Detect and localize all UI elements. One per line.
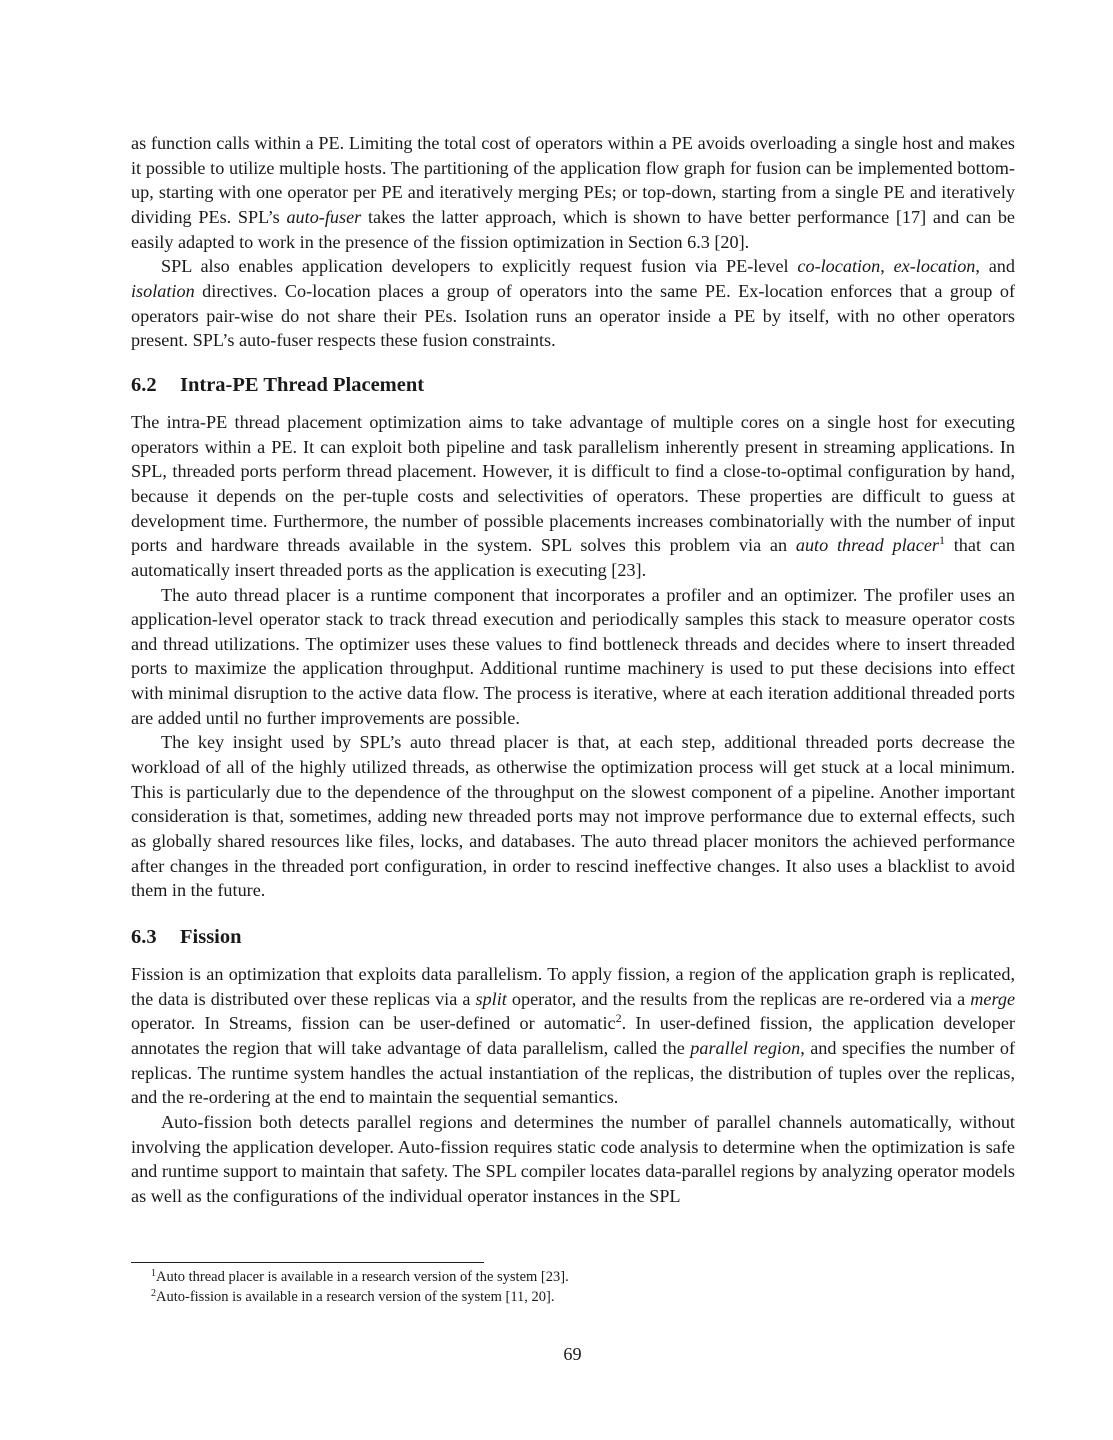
page-body [131,131,1015,1209]
term-parallel-region: parallel region [690,1038,801,1058]
paragraph-thread-placer-insight: The key insight used by SPL’s auto thread placer is that, at each step, additional threaded ports decrease the workload of all of the highly utilized threads, as otherwise the optimization process will get stuck at a local minimum. This is particularly due to the dependence of the throughput on the slowest component of a pipeline. Another important consideration is that, sometimes, adding new threaded ports may not improve performance due to external effects, such as globally shared resources like files, locks, and databases. The auto thread placer monitors the achieved performance after changes in the threaded port configuration, in order to rescind ineffective changes. It also uses a blacklist to avoid them in the future. [131,732,1015,901]
section-heading-6-2 [131,372,1015,398]
section-title: Fission [180,926,242,949]
paragraph-auto-fission: Auto-fission both detects parallel regions and determines the number of parallel channels automatically, without involving the application developer. Auto-fission requires static code analysis to determine when the optimization is safe and runtime support to maintain that safety. The SPL compiler locates data-parallel regions by analyzing operator models as well as the configurations of the individual operator instances in the SPL [131,1111,1015,1206]
paragraph-fusion-directives: SPL also enables application developers to explicitly request fusion via PE-level co-location, ex-location, and isolation directives. Co-location places a group of operators into the same PE. Ex-location enforces that a group of operators pair-wise do not share their PEs. Isolation runs an operator inside a PE by itself, with no other operators present. SPL’s auto-fuser respects these fusion constraints. [131,256,1015,351]
footnote-mark: 1 [151,1268,156,1279]
term-co-location: co-location [797,256,881,277]
footnote-ref-1[interactable]: 1 [938,533,945,548]
footnote-1 [131,1267,1015,1287]
paragraph-fusion-partitioning: as function calls within a PE. Limiting the total cost of operators within a PE avoids overloading a single host and makes it possible to utilize multiple hosts. The partitioning of the application flow graph for fusion can be implemented bottom-up, starting with one operator per PE and iteratively merging PEs; or top-down, starting from a single PE and iteratively dividing PEs. SPL’s auto-fuser takes the latter approach, which is shown to have better performance [17] and can be easily adapted to work in the presence of the fission optimization in Section 6.3 [20]. [131,133,1016,252]
footnote-text: Auto thread placer is available in a research version of the system [23]. [156,1269,569,1285]
section-title: Intra-PE Thread Placement [180,373,425,396]
footnote-text: Auto-fission is available in a research version of the system [11, 20]. [156,1289,555,1305]
section-number: 6.3 [131,926,157,949]
paragraph-thread-placer-runtime: The auto thread placer is a runtime component that incorporates a profiler and an optimizer. The profiler uses an application-level operator stack to track thread execution and periodically samples this stack to measure operator costs and thread utilizations. The optimizer uses these values to find bottleneck threads and decides where to insert threaded ports to maximize the application throughput. Additional runtime machinery is used to put these decisions into effect with minimal disruption to the active data flow. The process is iterative, where at each iteration additional threaded ports are added until no further improvements are possible. [131,584,1015,728]
footnote-divider [131,1262,484,1263]
footnotes [131,1262,1015,1307]
term-ex-location: ex-location [893,256,976,277]
term-auto-fuser: auto-fuser [286,206,362,227]
footnote-ref-2[interactable]: 2 [615,1011,622,1026]
paragraph-fission-intro: Fission is an optimization that exploits data parallelism. To apply fission, a region of the application graph is replicated, the data is distributed over these replicas via a split operator, and the results from the replicas are re-ordered via a merge operator. In Streams, fission can be user-defined or automatic$^2$. In user-defined fission, the application developer annotates the region that will take advantage of data parallelism, called the parallel region, and specifies the number of replicas. The runtime system handles the actual instantiation of the replicas, the distribution of tuples over the replicas, and the re-ordering at the end to maintain the sequential semantics. [131,964,1016,1108]
footnote-mark: 2 [151,1288,156,1299]
term-merge: merge [970,988,1016,1009]
page-number: 69 [563,1344,582,1364]
paragraph-thread-placement-intro: The intra-PE thread placement optimization aims to take advantage of multiple cores on a single host for executing operators within a PE. It can exploit both pipeline and task parallelism inherently present in streaming applications. In SPL, threaded ports perform thread placement. However, it is difficult to find a close-to-optimal configuration by hand, because it depends on the per-tuple costs and selectivities of operators. These properties are difficult to guess at development time. Furthermore, the number of possible placements increases combinatorially with the number of input ports and hardware threads available in the system. SPL solves this problem via an auto thread placer$^1$ that can automatically insert threaded ports as the application is executing [23]. [131,411,1016,580]
footnote-2 [131,1287,1015,1307]
section-number: 6.2 [131,373,157,396]
section-heading-6-3 [131,924,1015,950]
term-split: split [475,988,507,1009]
term-isolation: isolation [131,280,195,301]
term-auto-thread-placer: auto thread placer [795,535,939,556]
